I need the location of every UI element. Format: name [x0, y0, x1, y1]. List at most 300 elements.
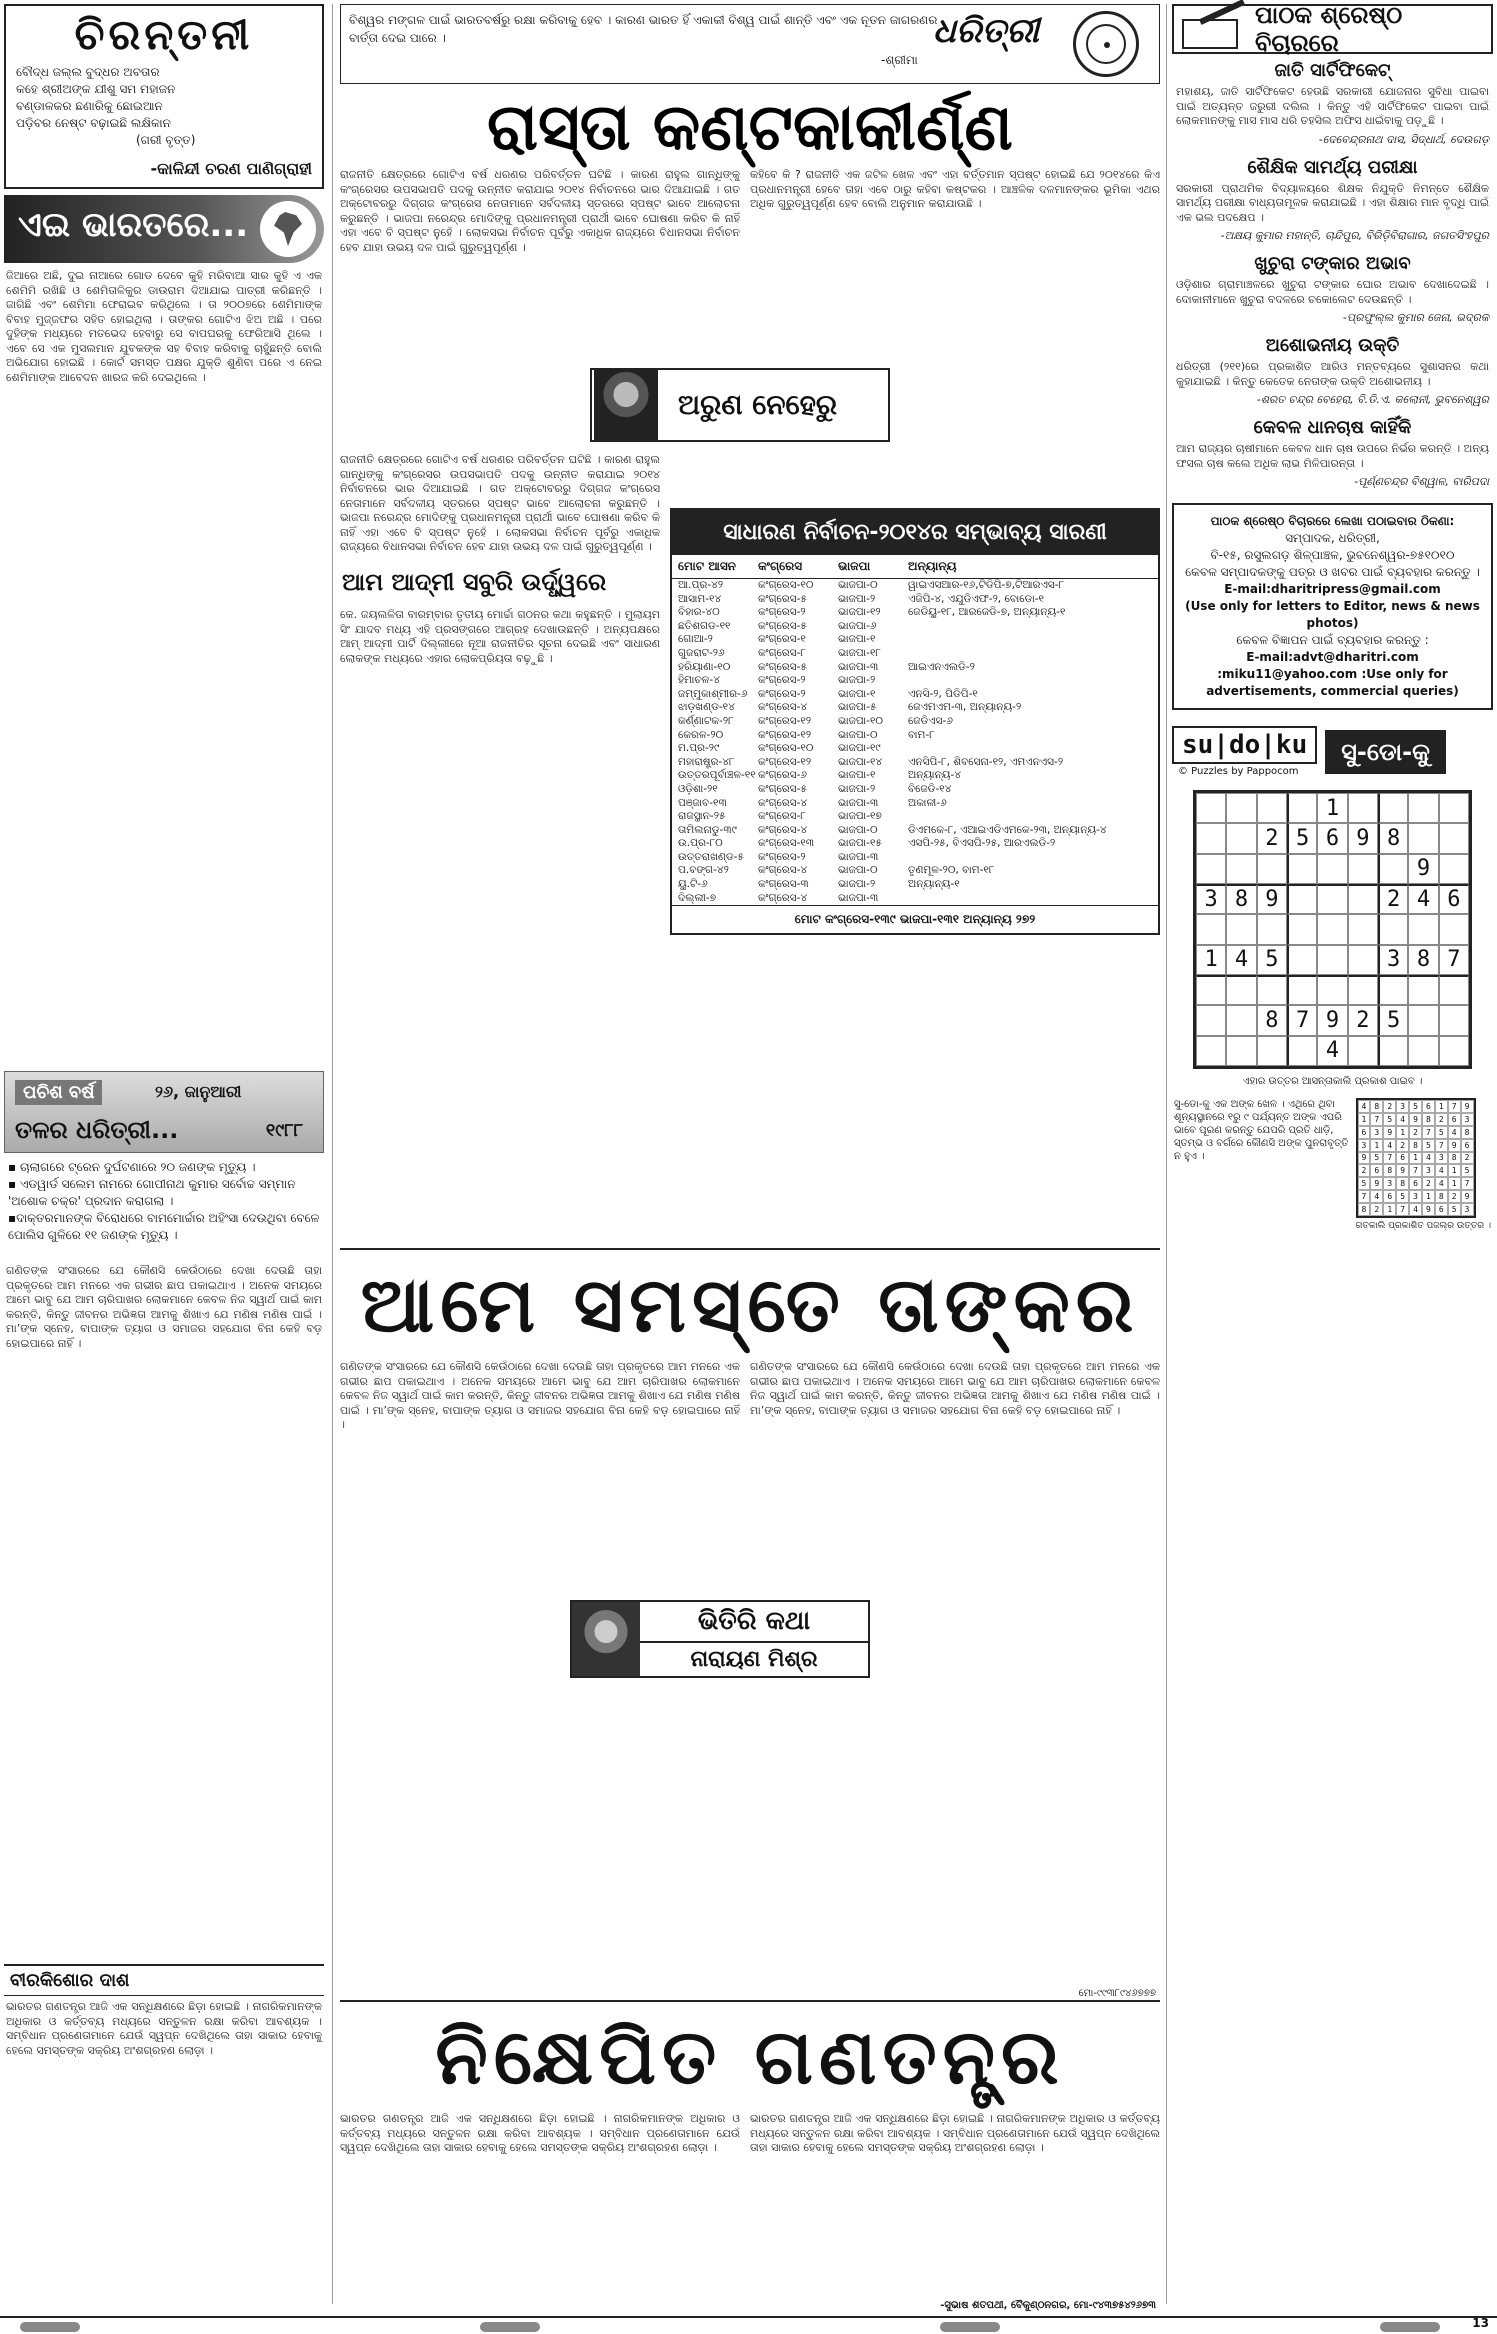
solution-cell: 1	[1396, 1126, 1409, 1139]
solution-cell: 2	[1461, 1152, 1474, 1165]
solution-cell: 4	[1396, 1113, 1409, 1126]
election-cell: କଂଗ୍ରେସ-୪	[758, 796, 808, 809]
sudoku-cell[interactable]: 4	[1317, 1036, 1347, 1066]
twentyfive-title: ତଳର ଧରିତ୍ରୀ...	[15, 1116, 179, 1144]
solution-cell: 7	[1409, 1164, 1422, 1177]
election-cell: ଅକାଳୀ-୬	[908, 796, 947, 809]
sudoku-cell[interactable]	[1348, 884, 1378, 914]
election-cell: ଡିଏମକେ-୮, ଏଆଇଏଡିଏମକେ-୨୩, ଅନ୍ୟାନ୍ୟ-୪	[908, 823, 1107, 836]
election-cell: ଭାଜପା-୧୨	[838, 606, 881, 619]
chirantani-box	[4, 4, 324, 189]
sudoku-cell[interactable]	[1317, 854, 1347, 884]
election-cell: ହିମାଚଳ-୪	[678, 674, 720, 687]
col-header: ଅନ୍ୟାନ୍ୟ	[908, 559, 957, 573]
sudoku-cell[interactable]: 3	[1196, 884, 1226, 914]
election-cell: ପ.ବଙ୍ଗ-୪୨	[678, 864, 729, 877]
sudoku-cell[interactable]	[1439, 914, 1469, 944]
election-cell: କଂଗ୍ରେସ-୬	[758, 769, 807, 782]
col-header: ଭାଜପା	[838, 559, 871, 573]
sudoku-cell[interactable]: 2	[1348, 1005, 1378, 1035]
solution-cell: 8	[1370, 1100, 1383, 1113]
sudoku-cell[interactable]: 6	[1317, 823, 1347, 853]
sudoku-cell[interactable]	[1408, 1036, 1438, 1066]
sudoku-cell[interactable]	[1378, 1036, 1408, 1066]
sudoku-cell[interactable]	[1287, 975, 1317, 1005]
election-table-total: ମୋଟ କଂଗ୍ରେସ-୧୩୯ ଭାଜପା-୧୩୧ ଅନ୍ୟାନ୍ୟ ୨୭୨	[672, 905, 1158, 933]
poem	[6, 60, 322, 153]
address-line: ସମ୍ପାଦକ, ଧରିତ୍ରୀ,	[1285, 531, 1380, 545]
solution-cell: 3	[1383, 1177, 1396, 1190]
solution-cell: 3	[1396, 1100, 1409, 1113]
sudoku-cell[interactable]	[1287, 945, 1317, 975]
poem-line: ବଣ୍ଡାଳକର ଛଣାରିକୁ ଛୋଇଆନ	[16, 99, 163, 113]
election-cell: କଂଗ୍ରେସ-୮	[758, 646, 806, 659]
solution-cell: 5	[1370, 1152, 1383, 1165]
author-name: ଅରୁଣ ନେହେରୁ	[678, 388, 838, 421]
sudoku-cell[interactable]	[1196, 1036, 1226, 1066]
letter-author: -ଅକ୍ଷୟ କୁମାର ମହାନ୍ତି, ଚାନ୍ଦିପୁର, ବିରିଡ଼ିବିରାଗାର, ଜଗତସିଂହପୁର	[1220, 229, 1489, 242]
letter-author: -ଦେବେନ୍ଦ୍ରନାଥ ଦାସ, ସିଦ୍ଧାର୍ଥ, ଦେଉଗଡ଼	[1318, 132, 1489, 146]
ame-article-col2: ଗଣିତଙ୍କ ସଂସାରରେ ଯେ କୌଣସି କେଉଁଠାରେ ଦେଖା ଦେଉଛି ତାହା ପ୍ରକୃତରେ ଆମ ମନରେ ଏକ ଗଭୀର ଛାପ ପକାଇଥାଏ । ଅନେକ ସମୟରେ ଆମେ ଭାବୁ ଯେ ଆମ ଚାରିପାଖର ଲୋକମାନେ କେବଳ ନିଜ ସ୍ୱାର୍ଥ ପାଇଁ କାମ କରନ୍ତି, କିନ୍ତୁ ଜୀବନର ଅଭିଜ୍ଞତା ଆମକୁ ଶିଖାଏ ଯେ ମଣିଷ ମଣିଷ ପାଇଁ । ମା’ଙ୍କ ସ୍ନେହ, ବାପାଙ୍କ ତ୍ୟାଗ ଓ ସମାଜର ସହଯୋଗ ବିନା କେହି ବଡ଼ ହୋଇପାରେ ନାହିଁ ।	[750, 1360, 1160, 1417]
rasta-article-col1-cont: ରାଜନୀତି କ୍ଷେତ୍ରରେ ଗୋଟିଏ ବର୍ଷ ଧରଣର ପରିବର୍ତ୍ତନ ଘଟିଛି । କାରଣ ରାହୁଲ ଗାନ୍ଧିଙ୍କୁ କଂଗ୍ରେସର ଉପସଭାପତି ପଦକୁ ଉନ୍ନୀତ କରାଯାଇ ୨୦୧୪ ନିର୍ବାଚନରେ ଭାର ଦିଆଯାଇଛି । ଗତ ଅକ୍ଟୋବରରୁ ଦିଗ୍ଗଜ କଂଗ୍ରେସ ନେତାମାନେ ସର୍ବଦଳୀୟ ସ୍ତରରେ ସ୍ପଷ୍ଟ ଭାବେ ଆଲୋଚନା କରୁଛନ୍ତି । ଭାଜପା ନରେନ୍ଦ୍ର ମୋଦିଙ୍କୁ ପ୍ରଧାନମନ୍ତ୍ରୀ ପ୍ରାର୍ଥୀ ଭାବେ ଘୋଷଣା କରିବ କି ନାହିଁ ଏହା ଏବେ ବି ସ୍ପଷ୍ଟ ନୁହେଁ । ଲୋକସଭା ନିର୍ବାଚନ ପୂର୍ବରୁ ଏକାଧିକ ରାଜ୍ୟରେ ବିଧାନସଭା ନିର୍ବାଚନ ହେବ ଯାହା ଉଭୟ ଦଳ ପାଇଁ ଗୁରୁତ୍ୱପୂର୍ଣ୍ଣ ।	[340, 453, 660, 553]
bullet-item: ▪ ଚାଲାଗରେ ଟ୍ରେନ ଦୁର୍ଘଟଣାରେ ୨୦ ଜଣଙ୍କ ମୃତ୍ୟୁ ।	[8, 1160, 256, 1174]
bullet-item: ▪ଦାକ୍ତରମାନଙ୍କ ବିରୋଧରେ ବାମମୋର୍ଚ୍ଚାର ଅହିଂସା ଦେଉଥିବା ବେଳେ ପୋଲିସ ଗୁଳିରେ ୧୧ ଜଣଙ୍କ ମୃତ୍ୟୁ ।	[8, 1211, 320, 1242]
sudoku-cell[interactable]	[1408, 1005, 1438, 1035]
sudoku-cell[interactable]	[1408, 823, 1438, 853]
election-row	[672, 756, 1158, 770]
sudoku-cell[interactable]	[1196, 854, 1226, 884]
solution-cell: 7	[1370, 1113, 1383, 1126]
election-row	[672, 606, 1158, 620]
election-cell	[908, 810, 1152, 824]
sudoku-cell[interactable]: 4	[1226, 945, 1256, 975]
election-cell: କଂଗ୍ରେସ-୮	[758, 810, 806, 823]
sudoku-cell[interactable]: 1	[1317, 793, 1347, 823]
solution-cell: 8	[1461, 1126, 1474, 1139]
solution-cell: 6	[1358, 1126, 1371, 1139]
email-advt-alt: :miku11@yahoo.com :Use only for advertisements, commercial queries)	[1206, 667, 1459, 698]
twentyfive-label: ପଚିଶ ବର୍ଷ	[15, 1080, 102, 1105]
election-cell: ଭାଜପା-୧	[838, 769, 876, 782]
sudoku-solution-grid	[1356, 1098, 1476, 1218]
letter-title: ଶୈକ୍ଷିକ ସାମର୍ଥ୍ୟ ପରୀକ୍ଷା	[1247, 156, 1418, 178]
solution-cell: 5	[1409, 1100, 1422, 1113]
col-header: ମୋଟ ଆସନ	[678, 559, 736, 573]
sudoku-cell[interactable]: 2	[1378, 884, 1408, 914]
election-table-header	[672, 555, 1158, 579]
sudoku-cell[interactable]: 5	[1287, 823, 1317, 853]
election-table-title: ସାଧାରଣ ନିର୍ବାଚନ-୨୦୧୪ର ସମ୍ଭାବ୍ୟ ସାରଣୀ	[672, 510, 1158, 555]
sudoku-cell[interactable]: 8	[1408, 945, 1438, 975]
election-cell: ଏନସିପି-୮, ଶିବସେନା-୧୨, ଏମଏନଏସ-୨	[908, 755, 1064, 768]
nikshepita-col1: ଭାରତର ଗଣତନ୍ତ୍ର ଆଜି ଏକ ସନ୍ଧିକ୍ଷଣରେ ଛିଡ଼ା ହୋଇଛି । ନାଗରିକମାନଙ୍କ ଅଧିକାର ଓ କର୍ତ୍ତବ୍ୟ ମଧ୍ୟରେ ସନ୍ତୁଳନ ରକ୍ଷା କରିବା ଆବଶ୍ୟକ । ସମ୍ବିଧାନ ପ୍ରଣେତାମାନେ ଯେଉଁ ସ୍ୱପ୍ନ ଦେଖିଥିଲେ ତାହା ସାକାର ହେବାକୁ ହେଲେ ସମସ୍ତଙ୍କ ସକ୍ରିୟ ଅଂଶଗ୍ରହଣ ଲୋଡ଼ା ।	[340, 2112, 740, 2154]
solution-cell: 7	[1383, 1152, 1396, 1165]
sudoku-cell[interactable]	[1196, 793, 1226, 823]
sudoku-cell[interactable]	[1348, 945, 1378, 975]
solution-cell: 3	[1409, 1190, 1422, 1203]
sudoku-cell[interactable]	[1317, 975, 1347, 1005]
election-cell: ଅନ୍ୟାନ୍ୟ-୧	[908, 878, 960, 891]
solution-cell: 7	[1358, 1190, 1371, 1203]
election-cell: ୟୁ.ଟି-୬	[678, 878, 708, 891]
sudoku-cell[interactable]: 9	[1317, 1005, 1347, 1035]
election-cell: କଂଗ୍ରେସ-୫	[758, 660, 807, 673]
election-cell	[908, 647, 1152, 661]
poet-name: -କାଳିନ୍ଦୀ ଚରଣ ପାଣିଗ୍ରାହୀ	[150, 159, 312, 178]
election-cell: ଉ.ପ୍ର-୮୦	[678, 837, 723, 850]
solution-cell: 4	[1409, 1203, 1422, 1216]
solution-cell: 6	[1396, 1152, 1409, 1165]
sudoku-cell[interactable]	[1196, 914, 1226, 944]
sudoku-cell[interactable]	[1257, 914, 1287, 944]
sudoku-cell[interactable]	[1439, 823, 1469, 853]
letter-author: -ପ୍ରଫୁଲ୍ଲ କୁମାର ଜେନା, ଭଦ୍ରକ	[1342, 311, 1489, 324]
footer-marker	[480, 2322, 540, 2332]
solution-cell: 2	[1422, 1177, 1435, 1190]
solution-cell: 1	[1422, 1190, 1435, 1203]
election-row	[672, 688, 1158, 702]
poem-line: ବୌଦ୍ଧ ଜଲ୍ଲ ବୁଦ୍ଧର ଅବତାର	[16, 65, 160, 79]
sudoku-cell[interactable]	[1439, 975, 1469, 1005]
election-cell	[908, 851, 1152, 865]
solution-cell: 6	[1409, 1177, 1422, 1190]
election-cell: କଂଗ୍ରେସ-୧୨	[758, 728, 812, 741]
election-cell: ଛତିଶଗଡ-୧୧	[678, 619, 731, 632]
footer-line	[0, 2316, 1497, 2318]
solution-cell: 2	[1448, 1190, 1461, 1203]
election-cell: ଝାଡ଼ଖଣ୍ଡ-୧୪	[678, 701, 735, 714]
sudoku-cell[interactable]	[1378, 914, 1408, 944]
election-row	[672, 797, 1158, 811]
ame-article-col1: ଗଣିତଙ୍କ ସଂସାରରେ ଯେ କୌଣସି କେଉଁଠାରେ ଦେଖା ଦେଉଛି ତାହା ପ୍ରକୃତରେ ଆମ ମନରେ ଏକ ଗଭୀର ଛାପ ପକାଇଥାଏ । ଅନେକ ସମୟରେ ଆମେ ଭାବୁ ଯେ ଆମ ଚାରିପାଖର ଲୋକମାନେ କେବଳ ନିଜ ସ୍ୱାର୍ଥ ପାଇଁ କାମ କରନ୍ତି, କିନ୍ତୁ ଜୀବନର ଅଭିଜ୍ଞତା ଆମକୁ ଶିଖାଏ ଯେ ମଣିଷ ମଣିଷ ପାଇଁ । ମା’ଙ୍କ ସ୍ନେହ, ବାପାଙ୍କ ତ୍ୟାଗ ଓ ସମାଜର ସହଯୋଗ ବିନା କେହି ବଡ଼ ହୋଇପାରେ ନାହିଁ ।	[340, 1360, 740, 1431]
election-cell: ହରିୟାଣା-୧୦	[678, 660, 731, 673]
election-cell: ବିଜେଡି-୧୪	[908, 782, 952, 795]
headline-rasta: ରାସ୍ତା କଣ୍ଟକାକୀର୍ଣ୍ଣ	[487, 90, 1013, 165]
election-cell: ଭାଜପା-୧୮	[838, 646, 881, 659]
solution-cell: 2	[1435, 1113, 1448, 1126]
election-cell: ରାଜସ୍ଥାନ-୨୫	[678, 810, 726, 823]
masthead-quote: ବିଶ୍ୱର ମଙ୍ଗଳ ପାଇଁ ଭାରତବର୍ଷରୁ ରକ୍ଷା କରିବାକୁ ହେବ । କାରଣ ଭାରତ ହିଁ ଏକାକୀ ବିଶ୍ୱ ପାଇଁ ଶାନ୍ତି ଏବଂ ଏକ ନୂତନ ଜାଗରଣର ବାର୍ତ୍ତା ଦେଇ ପାରେ ।	[349, 13, 938, 45]
solution-cell: 2	[1409, 1126, 1422, 1139]
sudoku-cell[interactable]	[1378, 854, 1408, 884]
election-row	[672, 633, 1158, 647]
sudoku-rules: ସୁ-ଡୋ-କୁ ଏକ ଅଙ୍କ ଖେଳ । ଏଥିରେ ଥିବା ଶୂନ୍ୟସ୍ଥାନରେ ୧ରୁ ୯ ପର୍ଯ୍ୟନ୍ତ ଅଙ୍କ ଏପରି ଭାବେ ପୂରଣ କରନ୍ତୁ ଯେପରି ପ୍ରତି ଧାଡ଼ି, ସ୍ତମ୍ଭ ଓ ବର୍ଗରେ କୌଣସି ଅଙ୍କ ପୁନରାବୃତ୍ତି ନ ହୁଏ ।	[1174, 1099, 1349, 1162]
author-photo	[594, 370, 658, 440]
poem-line: ପଡ଼ିବର ନେଷ୍ଟ ବଢ଼ାଇଛି ଲକ୍ଷିକାନ	[16, 116, 171, 130]
election-cell: ଭାଜପା-୨	[838, 674, 876, 687]
election-cell: କଂଗ୍ରେସ-୧୨	[758, 755, 812, 768]
election-cell	[908, 620, 1152, 634]
sudoku-cell[interactable]	[1317, 884, 1347, 914]
election-cell: କଂଗ୍ରେସ-୩	[758, 878, 809, 891]
election-row	[672, 620, 1158, 634]
election-row	[672, 661, 1158, 675]
election-cell: କଂଗ୍ରେସ-୫	[758, 592, 807, 605]
election-cell: ତାମିଲନାଡୁ-୩୯	[678, 823, 737, 836]
sudoku-cell[interactable]	[1257, 854, 1287, 884]
sudoku-rules-area	[1172, 1094, 1493, 1252]
election-cell: କେରଳ-୨୦	[678, 728, 724, 741]
sudoku-cell[interactable]	[1287, 914, 1317, 944]
sudoku-cell[interactable]	[1226, 1005, 1256, 1035]
sudoku-cell[interactable]	[1196, 823, 1226, 853]
rasta-article-col1: ରାଜନୀତି କ୍ଷେତ୍ରରେ ଗୋଟିଏ ବର୍ଷ ଧରଣର ପରିବର୍ତ୍ତନ ଘଟିଛି । କାରଣ ରାହୁଲ ଗାନ୍ଧିଙ୍କୁ କଂଗ୍ରେସର ଉପସଭାପତି ପଦକୁ ଉନ୍ନୀତ କରାଯାଇ ୨୦୧୪ ନିର୍ବାଚନରେ ଭାର ଦିଆଯାଇଛି । ଗତ ଅକ୍ଟୋବରରୁ ଦିଗ୍ଗଜ କଂଗ୍ରେସ ନେତାମାନେ ସର୍ବଦଳୀୟ ସ୍ତରରେ ସ୍ପଷ୍ଟ ଭାବେ ଆଲୋଚନା କରୁଛନ୍ତି । ଭାଜପା ନରେନ୍ଦ୍ର ମୋଦିଙ୍କୁ ପ୍ରଧାନମନ୍ତ୍ରୀ ପ୍ରାର୍ଥୀ ଭାବେ ଘୋଷଣା କରିବ କି ନାହିଁ ଏହା ଏବେ ବି ସ୍ପଷ୍ଟ ନୁହେଁ । ଲୋକସଭା ନିର୍ବାଚନ ପୂର୍ବରୁ ଏକାଧିକ ରାଜ୍ୟରେ ବିଧାନସଭା ନିର୍ବାଚନ ହେବ ଯାହା ଉଭୟ ଦଳ ପାଇଁ ଗୁରୁତ୍ୱପୂର୍ଣ୍ଣ ।	[340, 168, 740, 254]
solution-cell: 8	[1396, 1177, 1409, 1190]
sudoku-cell[interactable]	[1408, 975, 1438, 1005]
sudoku-cell[interactable]: 8	[1257, 1005, 1287, 1035]
sudoku-cell[interactable]: 2	[1257, 823, 1287, 853]
sudoku-cell[interactable]	[1287, 1036, 1317, 1066]
solution-cell: 6	[1370, 1164, 1383, 1177]
address-line: ପାଠକ ଶ୍ରେଷ୍ଠ ବିଚାରରେ ଲେଖା ପଠାଇବାର ଠିକଣା:	[1210, 514, 1455, 528]
sudoku-cell[interactable]	[1439, 1005, 1469, 1035]
footer-marker	[20, 2322, 80, 2332]
ei-bharatare-banner	[4, 195, 324, 263]
election-cell: ଭାଜପା-୧୭	[838, 810, 882, 823]
sudoku-cell[interactable]	[1257, 975, 1287, 1005]
sudoku-cell[interactable]: 4	[1408, 884, 1438, 914]
election-row	[672, 810, 1158, 824]
letter-title: ଜାତି ସାର୍ଟିଫିକେଟ୍	[1274, 60, 1391, 81]
election-cell: ଭାଜପା-୩	[838, 891, 879, 904]
sudoku-cell[interactable]	[1226, 793, 1256, 823]
solution-cell: 9	[1461, 1100, 1474, 1113]
election-cell: ଭାଜପା-୨	[838, 782, 876, 795]
sudoku-cell[interactable]	[1439, 854, 1469, 884]
election-cell: କଂଗ୍ରେସ-୨	[758, 850, 806, 863]
sudoku-cell[interactable]: 9	[1257, 884, 1287, 914]
solution-cell: 2	[1358, 1164, 1371, 1177]
solution-cell: 8	[1409, 1139, 1422, 1152]
bullet-item: ▪ ଏଡୱାର୍ଡ ସଲେମ ନାମରେ ଗୋପୀନାଥ କୁମାର ସର୍ବୋଚ୍ଚ ସମ୍ମାନ 'ଅଶୋକ ଚକ୍ର' ପ୍ରଦାନ କରାଗଲା ।	[8, 1177, 296, 1208]
pen-letter-icon	[1178, 7, 1247, 51]
sudoku-cell[interactable]: 3	[1378, 945, 1408, 975]
sudoku-cell[interactable]: 8	[1378, 823, 1408, 853]
letter-body: ଧରିତ୍ରୀ (୨୧୧)ରେ ପ୍ରକାଶିତ ଆରିଓ ମନ୍ତବ୍ୟରେ ସୁଶାସନର କଥା କୁହାଯାଇଛି । କିନ୍ତୁ କେତେକ ନେତାଙ୍କ ଉକ୍ତି ଅଶୋଭନୀୟ ।	[1176, 360, 1489, 388]
nikshepita-col2: ଭାରତର ଗଣତନ୍ତ୍ର ଆଜି ଏକ ସନ୍ଧିକ୍ଷଣରେ ଛିଡ଼ା ହୋଇଛି । ନାଗରିକମାନଙ୍କ ଅଧିକାର ଓ କର୍ତ୍ତବ୍ୟ ମଧ୍ୟରେ ସନ୍ତୁଳନ ରକ୍ଷା କରିବା ଆବଶ୍ୟକ । ସମ୍ବିଧାନ ପ୍ରଣେତାମାନେ ଯେଉଁ ସ୍ୱପ୍ନ ଦେଖିଥିଲେ ତାହା ସାକାର ହେବାକୁ ହେଲେ ସମସ୍ତଙ୍କ ସକ୍ରିୟ ଅଂଶଗ୍ରହଣ ଲୋଡ଼ା ।	[750, 2112, 1160, 2154]
election-cell: ଏଜିପି-୪, ଏଯୁଡିଏଫ-୨, ବୋଡୋ-୧	[908, 592, 1044, 605]
solution-cell: 1	[1435, 1100, 1448, 1113]
section-head-aap: ଆମ ଆଦ୍ମୀ ସବୁରି ଉର୍ଦ୍ଧ୍ୱରେ	[342, 568, 607, 596]
election-cell: କର୍ଣ୍ଣାଟକ-୨୮	[678, 714, 734, 727]
election-cell	[908, 633, 1152, 647]
author-box-arun-nehru	[590, 368, 890, 442]
solution-cell: 6	[1383, 1190, 1396, 1203]
letter-body: ସରକାରୀ ପ୍ରାଥମିକ ବିଦ୍ୟାଳୟରେ ଶିକ୍ଷକ ନିଯୁକ୍ତି ନିମନ୍ତେ ଶୈକ୍ଷିକ ସାମର୍ଥ୍ୟ ପରୀକ୍ଷା ବାଧ୍ୟତାମୂଳକ କରାଯାଇଛି । ଏହା ଶିକ୍ଷାର ମାନ ବୃଦ୍ଧି ପାଇଁ ଏକ ଭଲ ପଦକ୍ଷେପ ।	[1176, 181, 1489, 224]
solution-cell: 3	[1370, 1126, 1383, 1139]
email-advt[interactable]: E-mail:advt@dharitri.com	[1246, 650, 1419, 664]
election-cell: ଗୁଜରାଟ-୨୬	[678, 646, 725, 659]
solution-cell: 4	[1435, 1164, 1448, 1177]
sudoku-cell[interactable]	[1287, 854, 1317, 884]
election-cell: ମହାରାଷ୍ଟ୍ର-୪୮	[678, 755, 735, 768]
sudoku-grid	[1193, 790, 1472, 1069]
solution-cell: 6	[1461, 1139, 1474, 1152]
col-header: କଂଗ୍ରେସ	[758, 559, 803, 573]
sudoku-cell[interactable]: 8	[1226, 884, 1256, 914]
sudoku-cell[interactable]: 5	[1378, 1005, 1408, 1035]
election-cell: ଭାଜପା-୬	[838, 619, 877, 632]
letters-list	[1172, 54, 1493, 493]
letter-body: ଆମ ରାଜ୍ୟର ଚାଷୀମାନେ କେବଳ ଧାନ ଚାଷ ଉପରେ ନିର୍ଭର କରନ୍ତି । ଅନ୍ୟ ଫସଲ ଚାଷ କଲେ ଅଧିକ ଲାଭ ମିଳିପାରନ୍ତା ।	[1176, 442, 1489, 470]
solution-cell: 6	[1422, 1100, 1435, 1113]
sudoku-cell[interactable]: 5	[1257, 945, 1287, 975]
election-row	[672, 742, 1158, 756]
sudoku-cell[interactable]	[1348, 1036, 1378, 1066]
election-cell: କଂଗ୍ରେସ-୧୩	[758, 837, 815, 850]
sudoku-cell[interactable]	[1378, 793, 1408, 823]
twentyfive-years-banner	[4, 1071, 324, 1153]
sudoku-cell[interactable]: 9	[1408, 854, 1438, 884]
solution-cell: 5	[1435, 1126, 1448, 1139]
solution-cell: 8	[1358, 1203, 1371, 1216]
email-editor-note: (Use only for letters to Editor, news & news photos)	[1185, 599, 1480, 630]
solution-cell: 9	[1448, 1139, 1461, 1152]
solution-cell: 7	[1396, 1203, 1409, 1216]
election-table-body	[672, 579, 1158, 905]
sudoku-cell[interactable]	[1257, 793, 1287, 823]
election-cell: ଭାଜପା-୨	[838, 878, 876, 891]
election-cell: କଂଗ୍ରେସ-୪	[758, 891, 808, 904]
election-cell: ଭାଜପା-୦	[838, 728, 878, 741]
election-cell: ଭାଜପା-୧୯	[838, 742, 881, 755]
article3-left: ଭାରତର ଗଣତନ୍ତ୍ର ଆଜି ଏକ ସନ୍ଧିକ୍ଷଣରେ ଛିଡ଼ା ହୋଇଛି । ନାଗରିକମାନଙ୍କ ଅଧିକାର ଓ କର୍ତ୍ତବ୍ୟ ମଧ୍ୟରେ ସନ୍ତୁଳନ ରକ୍ଷା କରିବା ଆବଶ୍ୟକ । ସମ୍ବିଧାନ ପ୍ରଣେତାମାନେ ଯେଉଁ ସ୍ୱପ୍ନ ଦେଖିଥିଲେ ତାହା ସାକାର ହେବାକୁ ହେଲେ ସମସ୍ତଙ୍କ ସକ୍ରିୟ ଅଂଶଗ୍ରହଣ ଲୋଡ଼ା ।	[6, 2000, 322, 2057]
election-cell: ଜେଡିୟୁ-୧୮, ଆରଜେଡି-୭, ଅନ୍ୟାନ୍ୟ-୧	[908, 606, 1066, 619]
sudoku-cell[interactable]	[1226, 1036, 1256, 1066]
sudoku-cell[interactable]	[1196, 975, 1226, 1005]
sudoku-cell[interactable]	[1226, 914, 1256, 944]
footer	[0, 2314, 1497, 2334]
solution-cell: 9	[1461, 1190, 1474, 1203]
bhitiri-title: ଭିତିରି କଥା	[640, 1602, 868, 1643]
election-cell: ଏନସି-୨, ପିଡିପି-୧	[908, 687, 978, 700]
solution-cell: 1	[1383, 1203, 1396, 1216]
election-cell: ଉତ୍ତରାଖଣ୍ଡ-୫	[678, 850, 744, 863]
election-cell: ଭାଜପା-୧୪	[838, 755, 883, 768]
election-row	[672, 824, 1158, 838]
solution-cell: 7	[1422, 1126, 1435, 1139]
address-box	[1172, 503, 1493, 710]
wheel-icon	[1073, 11, 1139, 77]
election-row	[672, 892, 1158, 906]
footer-marker	[940, 2322, 1000, 2332]
twentyfive-date: ୨୬, ଜାନୁଆରୀ	[155, 1082, 242, 1101]
sudoku-cell[interactable]	[1287, 793, 1317, 823]
sudoku-cell[interactable]: 9	[1348, 823, 1378, 853]
election-row	[672, 579, 1158, 593]
election-row	[672, 769, 1158, 783]
election-cell: ଅନ୍ୟାନ୍ୟ-୪	[908, 769, 961, 782]
sudoku-cell[interactable]	[1257, 1036, 1287, 1066]
solution-cell: 1	[1409, 1152, 1422, 1165]
solution-cell: 8	[1422, 1113, 1435, 1126]
solution-cell: 4	[1358, 1100, 1371, 1113]
solution-cell: 3	[1461, 1203, 1474, 1216]
sudoku-cell[interactable]	[1226, 975, 1256, 1005]
letters-title: ପାଠକ ଶ୍ରେଷ୍ଠ ବିଚାରରେ	[1254, 1, 1403, 57]
election-cell: ଜେଡିଏସ-୬	[908, 714, 953, 727]
election-cell: କଂଗ୍ରେସ-୨	[758, 687, 806, 700]
solution-cell: 9	[1409, 1113, 1422, 1126]
solution-cell: 1	[1358, 1113, 1371, 1126]
election-row	[672, 647, 1158, 661]
sudoku-cell[interactable]: 7	[1287, 1005, 1317, 1035]
sudoku-cell[interactable]	[1408, 914, 1438, 944]
email-editor[interactable]: E-mail:dharitripress@gmail.com	[1224, 582, 1441, 596]
sudoku-cell[interactable]	[1317, 945, 1347, 975]
sudoku-cell[interactable]	[1287, 884, 1317, 914]
rasta-article-area	[340, 168, 1160, 927]
election-cell: ମ.ପ୍ର-୨୯	[678, 742, 720, 755]
election-cell: ଭାଜପା-୩	[838, 796, 879, 809]
sudoku-cell[interactable]: 1	[1196, 945, 1226, 975]
election-cell: କଂଗ୍ରେସ-୪	[758, 864, 808, 877]
letter-author: -ପୂର୍ଣ୍ଣଚନ୍ଦ୍ର ବିଶ୍ୱାଳ, ବାରିପଦା	[1354, 475, 1489, 488]
poem-line: କହେ ଶ୍ରୀଅଙ୍କ ଯୀଶୁ ସମ ମହାଜନ	[16, 82, 176, 96]
sudoku-cell[interactable]	[1226, 823, 1256, 853]
letter-body: ଓଡ଼ିଶାର ଗ୍ରାମାଞ୍ଚଳରେ ଖୁଚୁରା ଟଙ୍କାର ଘୋର ଅଭାବ ଦେଖାଦେଇଛି । ଦୋକାନୀମାନେ ଖୁଚୁରା ବଦଳରେ ଚକୋଲେଟ ଦେଉଛନ୍ତି ।	[1176, 278, 1489, 306]
election-cell: କଂଗ୍ରେସ-୪	[758, 701, 808, 714]
sudoku-cell[interactable]	[1348, 793, 1378, 823]
solution-cell: 4	[1422, 1152, 1435, 1165]
sudoku-credit: © Puzzles by Pappocom	[1178, 765, 1299, 777]
sudoku-cell[interactable]: 6	[1439, 884, 1469, 914]
sudoku-cell[interactable]	[1226, 854, 1256, 884]
election-cell: ଭାଜପା-୦	[838, 579, 878, 591]
sudoku-cell[interactable]	[1378, 975, 1408, 1005]
election-cell: ଆଇଏନଏଲଡି-୨	[908, 660, 975, 673]
solution-cell: 5	[1422, 1139, 1435, 1152]
sudoku-cell[interactable]	[1348, 975, 1378, 1005]
sudoku-cell[interactable]	[1196, 1005, 1226, 1035]
article2-left-continuation: ଗଣିତଙ୍କ ସଂସାରରେ ଯେ କୌଣସି କେଉଁଠାରେ ଦେଖା ଦେଉଛି ତାହା ପ୍ରକୃତରେ ଆମ ମନରେ ଏକ ଗଭୀର ଛାପ ପକାଇଥାଏ । ଅନେକ ସମୟରେ ଆମେ ଭାବୁ ଯେ ଆମ ଚାରିପାଖର ଲୋକମାନେ କେବଳ ନିଜ ସ୍ୱାର୍ଥ ପାଇଁ କାମ କରନ୍ତି, କିନ୍ତୁ ଜୀବନର ଅଭିଜ୍ଞତା ଆମକୁ ଶିଖାଏ ଯେ ମଣିଷ ମଣିଷ ପାଇଁ । ମା’ଙ୍କ ସ୍ନେହ, ବାପାଙ୍କ ତ୍ୟାଗ ଓ ସମାଜର ସହଯୋଗ ବିନା କେହି ବଡ଼ ହୋଇପାରେ ନାହିଁ ।	[6, 1264, 322, 1350]
election-cell: ଭାଜପା-୩	[838, 850, 879, 863]
solution-cell: 4	[1383, 1139, 1396, 1152]
bharatare-article: ଜିଆରେ ଅଛି, ଦୁଇ ନାଆରେ ଗୋଡ ଦେବେ କୁହି ମରିବାଆ ସାର କୁହି ଏ ଏକ ଶେମିମି ରଖିଛି ଓ ଶେମିତାଳିକୁର ଡାଉରାମ ଦିଆଯାଇ ପାତ୍ରୀ କରିଛନ୍ତି । ଜାଗିଛି ଏବଂ ଶେମିମା ଫେରାଇବ କରିଥିଲେ । ତା ୨୦୦୭ରେ ଶେମିମାଙ୍କ ବିବାହ ମୁଜ୍ଜଫର ସହିତ ହୋଇଥିଲା । ତାଙ୍କର ଗୋଟିଏ ଝିଅ ଅଛି । ପରେ ଦୁହିଙ୍କ ମଧ୍ୟରେ ମତଭେଦ ହେବାରୁ ସେ ବାପଘରକୁ ଫେରିଆସି ଥିଲେ । ଏବେ ସେ ଏକ ମୁସଲମାନ ଯୁବକଙ୍କ ସହ ବିବାହ କରିବାକୁ ଚାହୁଁଛନ୍ତି ବୋଲି ଅଭିଯୋଗ ହୋଇଛି । କୋର୍ଟ ସମସ୍ତ ପକ୍ଷର ଯୁକ୍ତି ଶୁଣିବା ପରେ ଏ ନେଇ ଶେମିମାଙ୍କ ଆବେଦନ ଖାରଜ କରି ଦେଇଥିଲେ ।	[6, 269, 322, 384]
election-cell: ଓଡ଼ିଶା-୨୧	[678, 782, 718, 795]
sudoku-cell[interactable]	[1348, 914, 1378, 944]
dharitri-logo: ଧରିତ୍ରୀ	[932, 11, 1039, 51]
sudoku-cell[interactable]	[1348, 854, 1378, 884]
election-cell: ଭାଜପା-୧	[838, 687, 876, 700]
solution-cell: 3	[1358, 1139, 1371, 1152]
bhitiri-text	[640, 1602, 868, 1676]
sudoku-cell[interactable]	[1439, 1036, 1469, 1066]
sudoku-cell[interactable]	[1317, 914, 1347, 944]
ame-byline: ମୋ-୯୯୩୮୯୪୬୭୭୭	[1078, 1988, 1156, 1999]
sudoku-logo: su|do|ku	[1172, 726, 1317, 764]
masthead-quote-author: -ଶ୍ରୀମା	[881, 53, 918, 67]
address-line: ବି-୧୫, ରସୁଲଗଡ଼ ଶିଳ୍ପାଞ୍ଚଳ, ଭୁବନେଶ୍ୱର-୭୫୧୦୧୦	[1210, 548, 1455, 562]
sudoku-cell[interactable]	[1439, 793, 1469, 823]
solution-cell: 8	[1435, 1190, 1448, 1203]
sudoku-cell[interactable]: 7	[1439, 945, 1469, 975]
election-cell: ଭାଜପା-୦	[838, 823, 878, 836]
aap-article: କେ. ଜୟଲଳିତା ବାରମ୍ବାର ତୃତୀୟ ମୋର୍ଚ୍ଚା ଗଠନର କଥା କହୁଛନ୍ତି । ମୁଲାୟମ ସିଂ ଯାଦବ ମଧ୍ୟ ଏହି ପ୍ରସଙ୍ଗରେ ଆଗ୍ରହ ଦେଖାଉଛନ୍ତି । ଅନ୍ୟପକ୍ଷରେ ଆମ୍ ଆଦ୍ମୀ ପାର୍ଟି ଦିଲ୍ଲୀରେ ନୂଆ ରାଜନୀତିର ସୂଚନା ଦେଇଛି ଏବଂ ସାଧାରଣ ଲୋକଙ୍କ ମଧ୍ୟରେ ଏହାର ଲୋକପ୍ରିୟତା ବଢ଼ୁଛି ।	[340, 608, 660, 665]
solution-cell: 5	[1396, 1190, 1409, 1203]
sudoku-cell[interactable]	[1408, 793, 1438, 823]
ame-article-area	[340, 1360, 1160, 2000]
election-cell: ଆସାମ-୧୪	[678, 592, 722, 605]
election-row	[672, 701, 1158, 715]
twentyfive-year: ୧୯୮୮	[265, 1120, 303, 1141]
solution-cell: 5	[1461, 1164, 1474, 1177]
solution-cell: 4	[1370, 1190, 1383, 1203]
election-cell: କଂଗ୍ରେସ-୧୦	[758, 742, 814, 755]
headline-nikshepita: ନିକ୍ଷେପିତ ଗଣତନ୍ତ୍ର	[435, 2012, 1065, 2101]
letter-title: ଖୁଚୁରା ଟଙ୍କାର ଅଭାବ	[1254, 253, 1411, 274]
solution-cell: 3	[1422, 1164, 1435, 1177]
